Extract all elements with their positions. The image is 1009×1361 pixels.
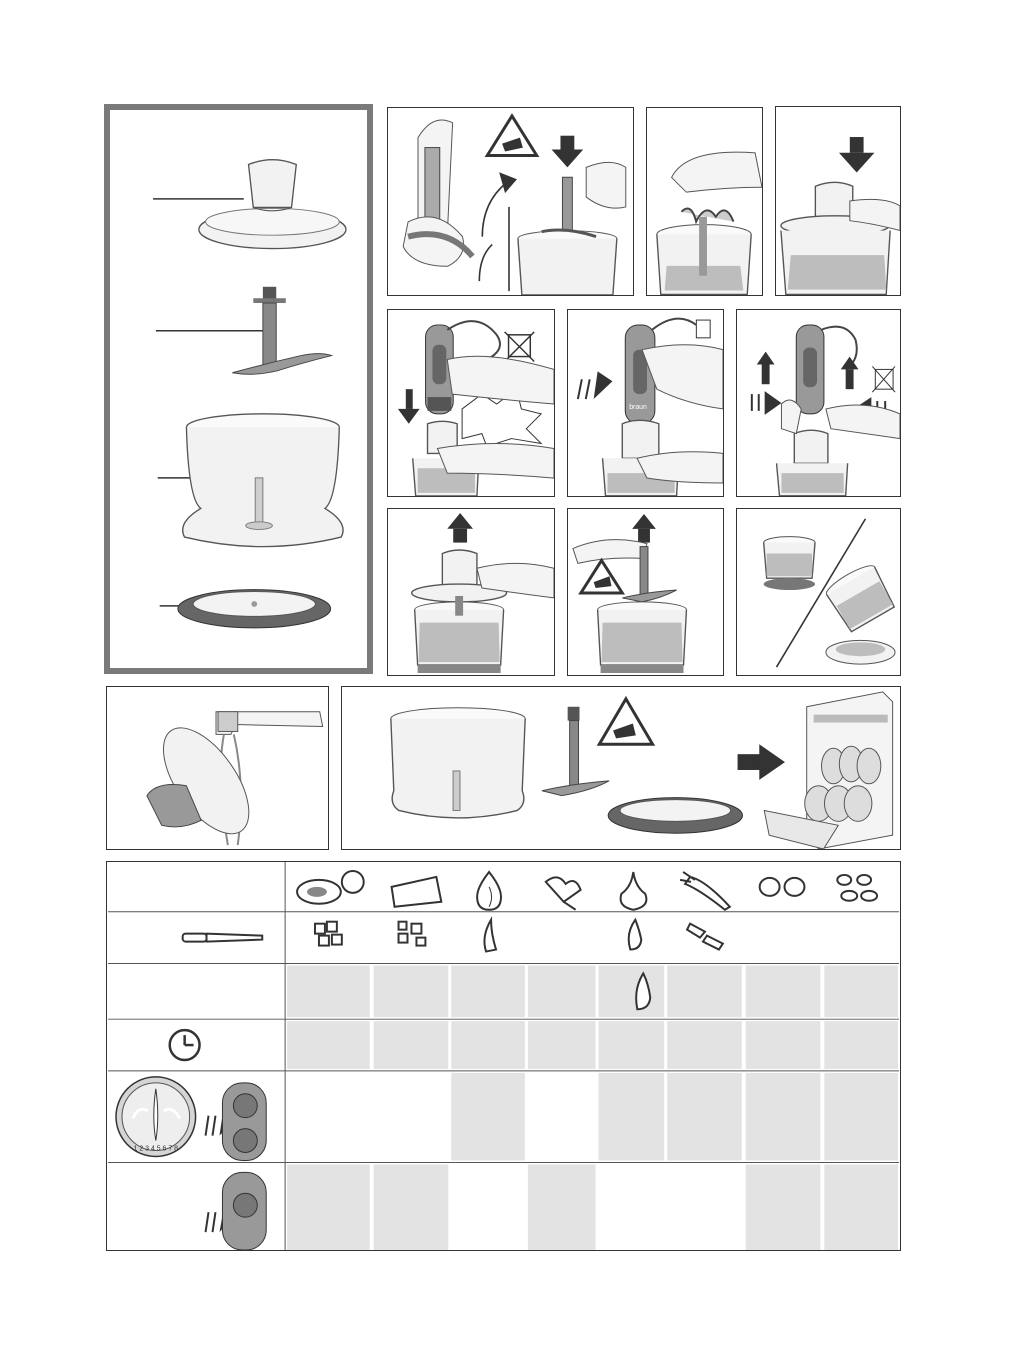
- step-plug-in-panel: [387, 309, 555, 497]
- step-operate-panel: [567, 309, 724, 497]
- speed-dial-icon: [116, 1077, 196, 1157]
- parts-illustration: [110, 110, 367, 668]
- blade-warning-icon: [487, 116, 536, 156]
- blade-warning-icon: [599, 699, 652, 744]
- cheese-icon: [392, 877, 442, 907]
- walnut-icon: [760, 878, 805, 896]
- meat-cubes-icon: [315, 922, 342, 946]
- step-lift-lid-panel: [387, 508, 555, 676]
- step-insert-blade-panel: [387, 107, 634, 296]
- onion-slice-icon: [484, 920, 496, 952]
- processing-guide-table: [106, 861, 901, 1251]
- arrow-down-icon: [552, 136, 584, 168]
- crossed-plug-icon: [505, 332, 535, 362]
- almonds-icon: [837, 875, 877, 901]
- clean-dishwasher-panel: [341, 686, 901, 850]
- shaded-cells: [287, 965, 898, 1250]
- garlic-icon: [621, 872, 647, 910]
- brand-label: braun: [629, 403, 647, 411]
- press-arrow-icon: [578, 371, 613, 399]
- cheese-cubes-icon: [399, 922, 426, 946]
- step-attach-lid-panel: [775, 106, 901, 296]
- knife-icon: [183, 934, 263, 942]
- step-serve-panel: [736, 508, 901, 676]
- step-remove-blade-panel: [567, 508, 724, 676]
- garlic-clove-icon: [629, 920, 642, 950]
- turbo-button-icon: [206, 1172, 267, 1250]
- clock-icon: [170, 1030, 200, 1060]
- parts-overview-panel: [104, 104, 373, 674]
- step-add-food-panel: [646, 107, 763, 296]
- arrow-down-icon: [398, 389, 420, 424]
- crossed-plug-icon: [872, 366, 895, 392]
- onion-icon: [477, 872, 501, 910]
- meat-icon: [297, 871, 364, 904]
- speed-button-icon: [206, 1083, 267, 1161]
- blade-warning-icon: [581, 560, 622, 593]
- arrow-up-icon: [447, 513, 473, 543]
- clean-lid-under-tap-panel: [106, 686, 329, 850]
- base-ring-part: [178, 590, 331, 628]
- carrot-icon: [680, 872, 730, 910]
- bowl-part: [183, 414, 343, 547]
- carrot-pieces-icon: [687, 924, 723, 950]
- arrow-up-icon: [632, 514, 656, 543]
- speed-dial-numbers: 1 2 3 4 5 6 7 8: [133, 1145, 179, 1153]
- arrow-down-icon: [839, 137, 874, 172]
- arrow-right-icon: [738, 744, 785, 780]
- lid-part: [199, 160, 346, 249]
- step-remove-motor-panel: [736, 309, 901, 497]
- parsley-icon: [546, 877, 581, 909]
